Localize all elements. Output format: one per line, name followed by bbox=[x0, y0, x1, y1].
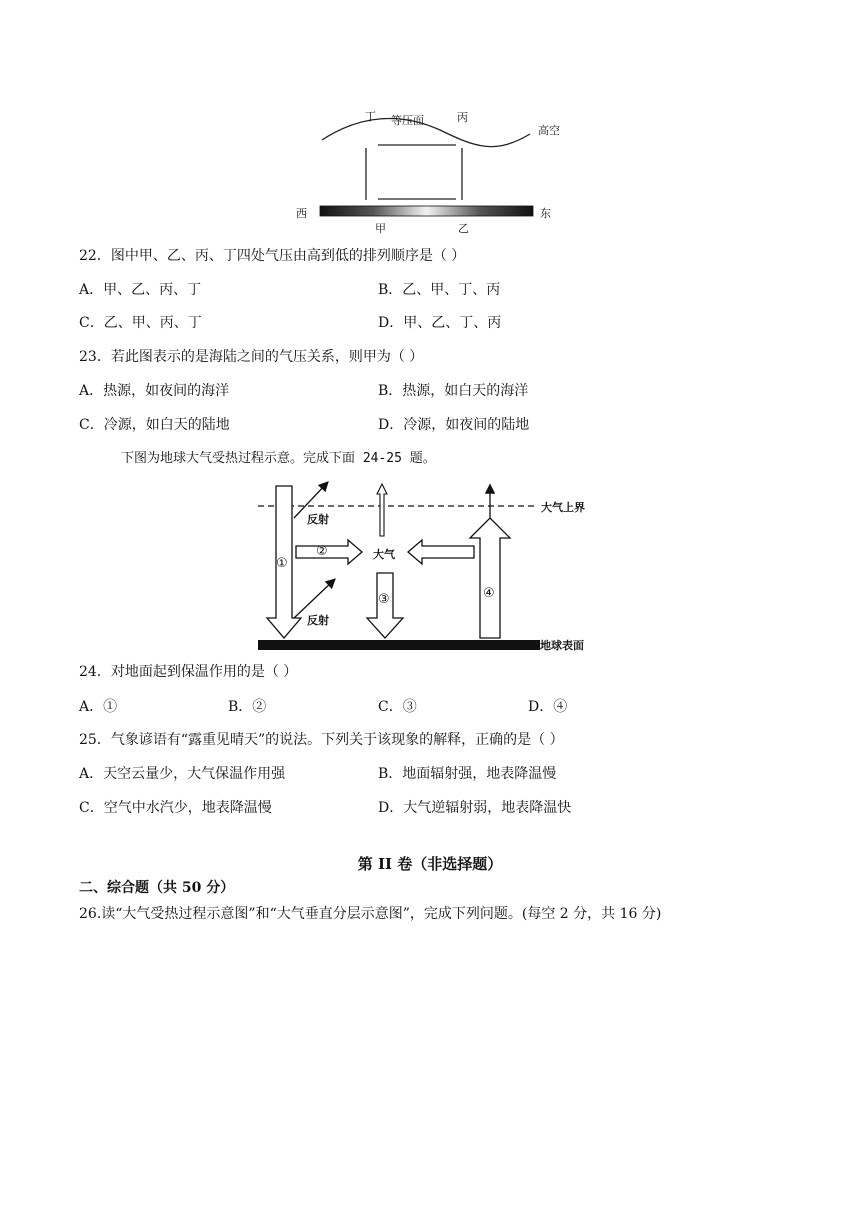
intro-24-25: 下图为地球大气受热过程示意。完成下面 24-25 题。 bbox=[121, 451, 436, 466]
isobar-diagram bbox=[290, 100, 580, 240]
question-24-stem: 24．对地面起到保温作用的是（ ） bbox=[79, 664, 298, 680]
arrow-surface-to-atmosphere bbox=[408, 540, 474, 564]
arrow-4-ground-radiation bbox=[470, 518, 510, 638]
label-yi: 乙 bbox=[458, 222, 469, 235]
q23-option-b: B．热源，如白天的海洋 bbox=[378, 383, 529, 399]
label-top-of-atmosphere: 大气上界 bbox=[541, 501, 585, 514]
atmospheric-radiation-to-space-arrow bbox=[377, 484, 387, 536]
label-number-3: ③ bbox=[378, 592, 390, 607]
q22-option-c: C．乙、甲、丙、丁 bbox=[79, 315, 202, 331]
ground-bar bbox=[320, 206, 533, 216]
q24-option-c: C．③ bbox=[378, 699, 417, 715]
q22-option-d: D．甲、乙、丁、丙 bbox=[378, 315, 502, 331]
q23-option-a: A．热源，如夜间的海洋 bbox=[79, 383, 230, 399]
q22-option-a: A．甲、乙、丙、丁 bbox=[79, 282, 202, 298]
q25-option-a: A．天空云量少，大气保温作用强 bbox=[79, 766, 286, 782]
earth-surface-bar bbox=[258, 640, 540, 650]
isobar-curve bbox=[322, 119, 530, 147]
isobar-figure bbox=[290, 100, 580, 240]
q25-option-c: C．空气中水汽少，地表降温慢 bbox=[79, 800, 272, 816]
q24-option-a: A．① bbox=[79, 699, 118, 715]
question-23-stem: 23．若此图表示的是海陆之间的气压关系，则甲为（ ） bbox=[79, 349, 424, 365]
label-bing: 丙 bbox=[457, 111, 468, 124]
arrow-2-ground-radiation-absorbed bbox=[296, 540, 362, 564]
label-atmosphere: 大气 bbox=[373, 548, 395, 561]
q23-option-d: D．冷源，如夜间的陆地 bbox=[378, 417, 530, 433]
atmosphere-heating-figure bbox=[250, 478, 600, 656]
q24-option-d: D．④ bbox=[528, 699, 568, 715]
q22-option-b: B．乙、甲、丁、丙 bbox=[378, 282, 501, 298]
label-jia: 甲 bbox=[375, 222, 386, 235]
label-reflection-upper: 反射 bbox=[307, 513, 329, 526]
q25-option-d: D．大气逆辐射弱，地表降温快 bbox=[378, 800, 572, 816]
q23-option-c: C．冷源，如白天的陆地 bbox=[79, 417, 230, 433]
label-number-4: ④ bbox=[483, 586, 495, 601]
label-high-altitude: 高空 bbox=[538, 124, 560, 137]
label-east: 东 bbox=[540, 207, 551, 220]
label-earth-surface: 地球表面 bbox=[540, 639, 584, 652]
question-22-stem: 22．图中甲、乙、丙、丁四处气压由高到低的排列顺序是（ ） bbox=[79, 248, 466, 264]
q25-option-b: B．地面辐射强，地表降温慢 bbox=[378, 766, 557, 782]
question-25-stem: 25．气象谚语有“露重见晴天”的说法。下列关于该现象的解释，正确的是（ ） bbox=[79, 732, 564, 748]
question-26-stem: 26.读“大气受热过程示意图”和“大气垂直分层示意图”，完成下列问题。(每空 2 分，共 16 分) bbox=[79, 906, 662, 922]
q24-option-b: B．② bbox=[228, 699, 267, 715]
label-number-1: ① bbox=[276, 556, 288, 571]
label-isobar: 等压面 bbox=[391, 114, 424, 127]
label-reflection-lower: 反射 bbox=[307, 614, 329, 627]
section-2-title: 二、综合题（共 50 分） bbox=[79, 880, 235, 896]
label-number-2: ② bbox=[316, 544, 328, 559]
part-2-title: 第 II 卷（非选择题） bbox=[357, 855, 503, 873]
label-west: 西 bbox=[296, 207, 307, 220]
label-ding: 丁 bbox=[365, 110, 376, 123]
